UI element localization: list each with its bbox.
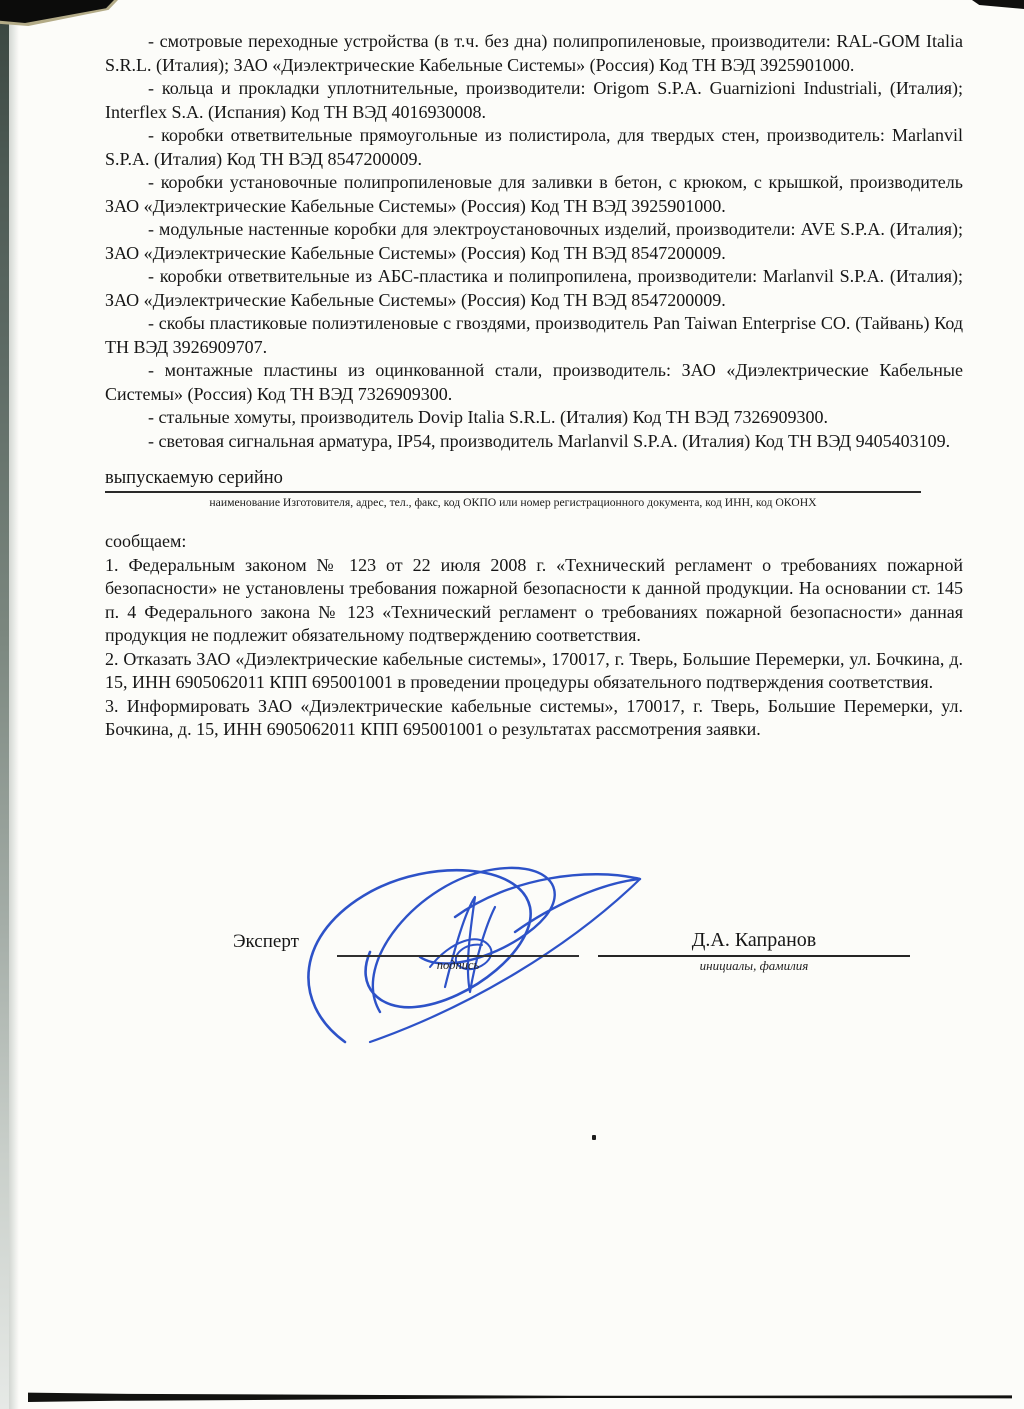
product-list-item: - модульные настенные коробки для электроустановочных изделий, производители: AVE S.P.A. (Италия); ЗАО «Диэлектрические Кабельные Системы» (Россия) Код ТН ВЭД 8547200009.: [105, 219, 963, 263]
form-field-serial: [105, 467, 963, 510]
signature-line-caption: подпись: [436, 958, 480, 972]
product-list-item: - скобы пластиковые полиэтиленовые с гвоздями, производитель Pan Taiwan Enterprise CO. (Тайвань) Код ТН ВЭД 3926909707.: [105, 313, 963, 357]
form-field-value: выпускаемую серийно: [105, 467, 921, 493]
signature-line: [337, 955, 579, 973]
expert-name-block: [598, 925, 910, 974]
product-list-item: - смотровые переходные устройства (в т.ч. без дна) полипропиленовые, производители: RAL-GOM Italia S.R.L. (Италия); ЗАО «Диэлектрические Кабельные Системы» (Россия) Код ТН ВЭД 3925901000.: [105, 31, 963, 75]
expert-name: Д.А. Капранов: [691, 929, 817, 951]
form-field-caption: наименование Изготовителя, адрес, тел., факс, код ОКПО или номер регистрационного документа, код ИНН, код ОКОНХ: [209, 496, 817, 509]
notice-intro: сообщаем:: [105, 531, 187, 551]
notice-point: 2. Отказать ЗАО «Диэлектрические кабельные системы», 170017, г. Тверь, Большие Перемерки, ул. Бочкина, д. 15, ИНН 6905062011 КПП 695001001 в проведении процедуры обязательного подтверждения соответствия.: [105, 648, 963, 692]
product-list-item: - монтажные пластины из оцинкованной стали, производитель: ЗАО «Диэлектрические Кабельные Системы» (Россия) Код ТН ВЭД 7326909300.: [105, 360, 963, 404]
expert-role-label: Эксперт: [233, 931, 299, 952]
signature-block: [0, 928, 1024, 1008]
product-list-item: - кольца и прокладки уплотнительные, производители: Origom S.P.A. Guarnizioni Industriali, (Италия); Interflex S.A. (Испания) Код ТН ВЭД 4016930008.: [105, 78, 963, 122]
product-list-item: - световая сигнальная арматура, IP54, производитель Marlanvil S.P.A. (Италия) Код ТН ВЭД 9405403109.: [148, 430, 951, 451]
notice-point: 1. Федеральным законом № 123 от 22 июля 2008 г. «Технический регламент о требованиях пожарной безопасности» не установлены требования пожарной безопасности к данной продукции. На основании ст. 145 п. 4 Федерального закона № 123 «Технический регламент о требованиях пожарной безопасности» данная продукция не подлежит обязательному подтверждению соответствия.: [105, 554, 963, 645]
scan-corner-artifact-right: [972, 0, 1024, 9]
product-list-item: - коробки установочные полипропиленовые для заливки в бетон, с крюком, с крышкой, производитель ЗАО «Диэлектрические Кабельные Системы» (Россия) Код ТН ВЭД 3925901000.: [105, 172, 963, 216]
product-list-item: - стальные хомуты, производитель Dovip Italia S.R.L. (Италия) Код ТН ВЭД 7326909300.: [148, 407, 829, 427]
scan-speck-artifact: [592, 1135, 596, 1140]
scan-edge-shadow: [9, 0, 19, 1409]
notice-point: 3. Информировать ЗАО «Диэлектрические кабельные системы», 170017, г. Тверь, Большие Перемерки, ул. Бочкина, д. 15, ИНН 6905062011 КПП 695001001 о результатах рассмотрения заявки.: [105, 695, 963, 739]
product-list-item: - коробки ответвительные из АБС-пластика и полипропилена, производители: Marlanvil S.P.A. (Италия); ЗАО «Диэлектрические Кабельные Системы» (Россия) Код ТН ВЭД 8547200009.: [105, 266, 963, 310]
name-line-caption: инициалы, фамилия: [699, 958, 809, 973]
name-line: [598, 955, 910, 957]
scan-edge-strip: [0, 0, 9, 1409]
scan-bottom-line-artifact: [28, 1392, 1012, 1402]
product-list-item: - коробки ответвительные прямоугольные из полистирола, для твердых стен, производитель: Marlanvil S.P.A. (Италия) Код ТН ВЭД 8547200009.: [105, 125, 963, 169]
document-body: [105, 30, 963, 742]
